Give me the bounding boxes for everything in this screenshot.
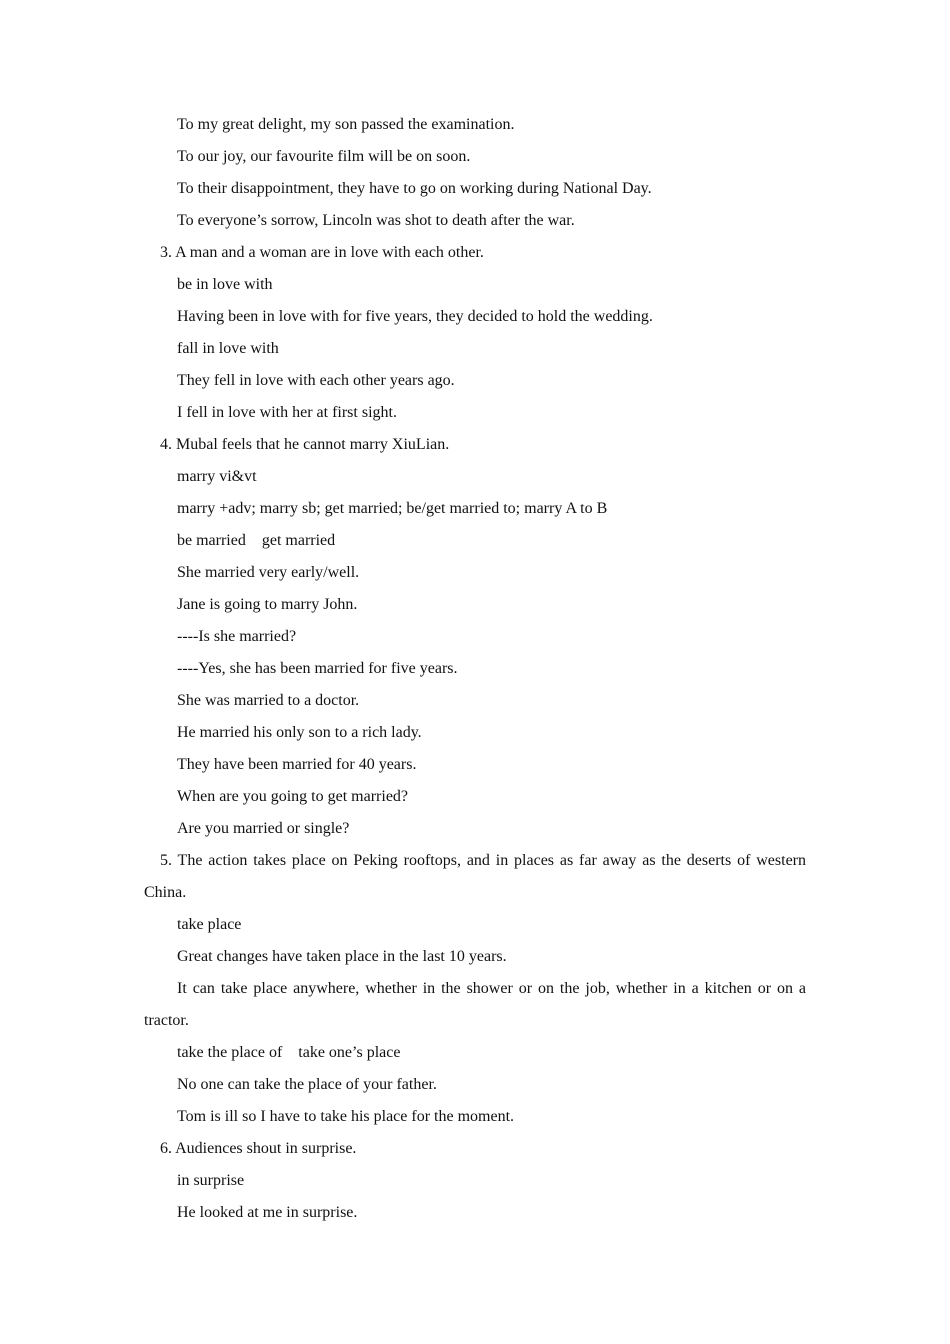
numbered-item-5-continuation: China. xyxy=(144,884,187,901)
example-sentence: They have been married for 40 years. xyxy=(177,756,417,773)
example-sentence: He married his only son to a rich lady. xyxy=(177,724,422,741)
example-sentence: He looked at me in surprise. xyxy=(177,1204,358,1221)
numbered-item-6: 6. Audiences shout in surprise. xyxy=(160,1140,357,1157)
example-sentence: When are you going to get married? xyxy=(177,788,409,805)
numbered-item-3: 3. A man and a woman are in love with each other. xyxy=(160,244,484,261)
example-sentence: I fell in love with her at first sight. xyxy=(177,404,397,421)
example-sentence-continuation: tractor. xyxy=(144,1012,189,1029)
numbered-item-5: 5. The action takes place on Peking rooftops, and in places as far away as the deserts of western xyxy=(160,852,806,869)
phrase-heading: be in love with xyxy=(177,276,273,293)
example-sentence: To my great delight, my son passed the examination. xyxy=(177,116,515,133)
example-sentence: To their disappointment, they have to go on working during National Day. xyxy=(177,180,652,197)
example-sentence: Having been in love with for five years, they decided to hold the wedding. xyxy=(177,308,653,325)
example-sentence: To everyone’s sorrow, Lincoln was shot to death after the war. xyxy=(177,212,575,229)
example-sentence: No one can take the place of your father. xyxy=(177,1076,437,1093)
document-body xyxy=(144,109,806,1229)
phrase-heading: take the place of take one’s place xyxy=(177,1044,401,1061)
phrase-heading: be married get married xyxy=(177,532,336,549)
example-sentence: To our joy, our favourite film will be on soon. xyxy=(177,148,471,165)
phrase-heading: in surprise xyxy=(177,1172,245,1189)
example-sentence: She married very early/well. xyxy=(177,564,360,581)
example-sentence: They fell in love with each other years ago. xyxy=(177,372,455,389)
example-sentence: She was married to a doctor. xyxy=(177,692,360,709)
example-sentence: Jane is going to marry John. xyxy=(177,596,358,613)
example-sentence: Tom is ill so I have to take his place for the moment. xyxy=(177,1108,515,1125)
phrase-heading: take place xyxy=(177,916,242,933)
example-sentence: Great changes have taken place in the last 10 years. xyxy=(177,948,507,965)
numbered-item-4: 4. Mubal feels that he cannot marry XiuLian. xyxy=(160,436,450,453)
usage-pattern: marry +adv; marry sb; get married; be/get married to; marry A to B xyxy=(177,500,608,517)
phrase-heading: marry vi&vt xyxy=(177,468,257,485)
example-sentence: Are you married or single? xyxy=(177,820,350,837)
example-sentence: It can take place anywhere, whether in the shower or on the job, whether in a kitchen or on a xyxy=(177,980,806,997)
phrase-heading: fall in love with xyxy=(177,340,279,357)
dialogue-line: ----Yes, she has been married for five years. xyxy=(177,660,458,677)
dialogue-line: ----Is she married? xyxy=(177,628,297,645)
